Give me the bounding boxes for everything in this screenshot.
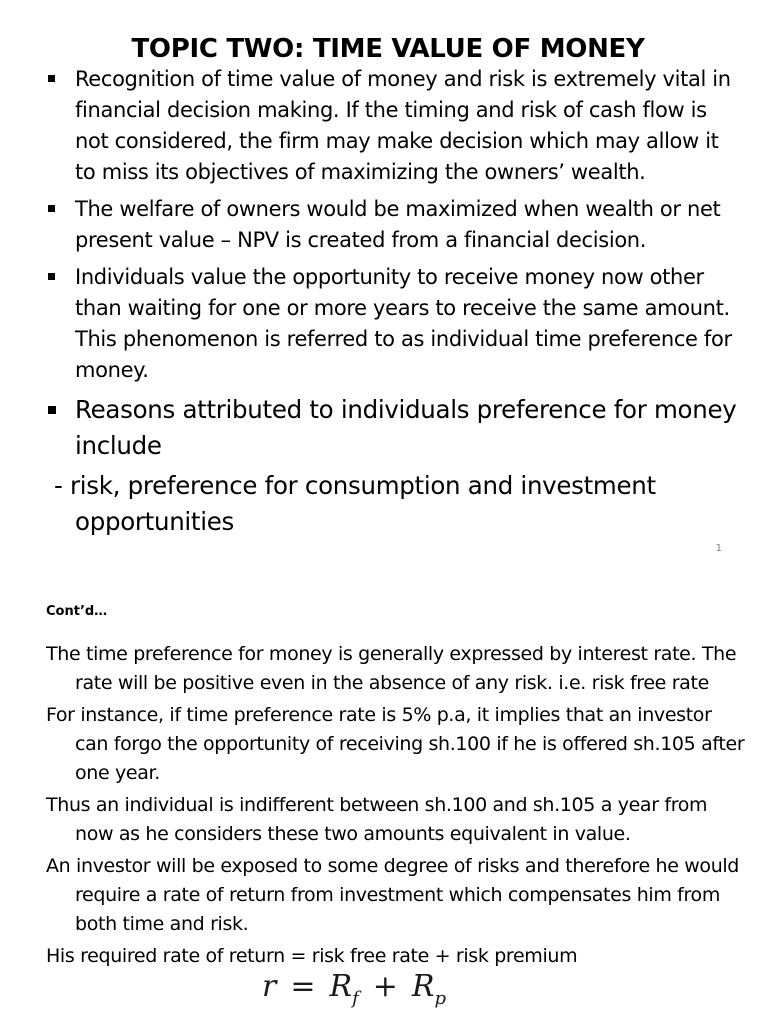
- bullet-item: [48, 262, 738, 386]
- formula-sub-f: f: [352, 988, 359, 1009]
- bullet-marker-icon: [48, 75, 55, 82]
- paragraph: Thus an individual is indifferent between sh.100 and sh.105 a year from now as he considers these two amounts equivalent in value.: [46, 794, 708, 845]
- slide-title: Cont’d…: [46, 604, 108, 619]
- sub-bullet-text: - risk, preference for consumption and investment opportunities: [54, 471, 656, 536]
- bullet-marker-icon: [48, 406, 56, 414]
- formula-term-risk-premium: R: [411, 969, 435, 1004]
- bullet-item: [48, 392, 738, 464]
- formula-lhs: r: [262, 969, 277, 1004]
- paragraph-list: [46, 640, 746, 974]
- paragraph: An investor will be exposed to some degree of risks and therefore he would require a rate of return from investment which compensates him from both time and risk.: [46, 855, 740, 935]
- formula-sub-p: p: [434, 988, 447, 1009]
- bullet-marker-icon: [48, 273, 55, 280]
- bullet-text: Recognition of time value of money and risk is extremely vital in financial decision making. If the timing and risk of cash flow is not considered, the firm may make decision which may allow it to miss its objectives of maximizing the owners’ wealth.: [75, 67, 731, 184]
- bullet-marker-icon: [48, 205, 55, 212]
- paragraph: His required rate of return = risk free rate + risk premium: [46, 945, 578, 967]
- bullet-item: [48, 64, 738, 188]
- page-number: 1: [715, 543, 722, 554]
- paragraph: For instance, if time preference rate is 5% p.a, it implies that an investor can forgo the opportunity of receiving sh.100 if he is offered sh.105 after one year.: [46, 704, 745, 784]
- bullet-text: Individuals value the opportunity to receive money now other than waiting for one or more years to receive the same amount. This phenomenon is referred to as individual time preference for money.: [75, 265, 732, 382]
- bullet-item: [48, 194, 738, 256]
- formula-plus: +: [372, 969, 398, 1004]
- bullet-text: The welfare of owners would be maximized when wealth or net present value – NPV is created from a financial decision.: [75, 197, 721, 252]
- slide-title: TOPIC TWO: TIME VALUE OF MONEY: [131, 34, 645, 64]
- formula-equals: =: [290, 969, 316, 1004]
- paragraph: The time preference for money is generally expressed by interest rate. The rate will be positive even in the absence of any risk. i.e. risk free rate: [46, 643, 737, 694]
- formula-term-risk-free: R: [329, 969, 353, 1004]
- bullet-text: Reasons attributed to individuals preference for money include: [75, 395, 737, 460]
- rate-formula: [262, 970, 446, 1016]
- bullet-list: [48, 64, 738, 540]
